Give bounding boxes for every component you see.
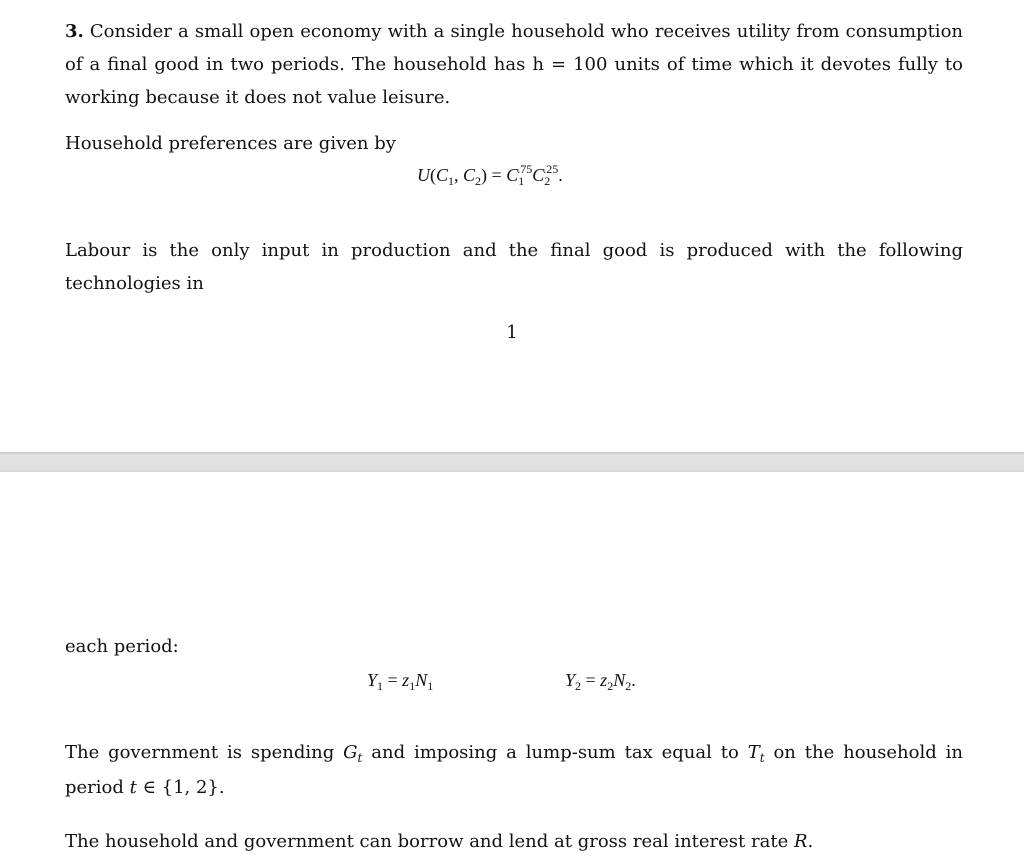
page-separator xyxy=(0,452,1024,472)
production-equation-period-1: $Y_1 = z_1N_1$ xyxy=(367,670,434,693)
document-page-2 xyxy=(0,472,1024,868)
each-period-text: each period: xyxy=(65,636,179,657)
government-paragraph: The government is spending $G_t$ and imposing a lump-sum tax equal to $T_t$ on the household in period t ∈ {1, 2}. xyxy=(65,742,963,798)
page-number: 1 xyxy=(506,322,518,343)
problem-number: 3. xyxy=(65,21,84,42)
utility-equation: $U(C_1$, $C_2) = C_1^{.75}C_2^{.25}$. xyxy=(417,162,563,188)
labour-paragraph: Labour is the only input in production and the final good is produced with the following technologies in xyxy=(65,240,963,294)
preferences-lead: Household preferences are given by xyxy=(65,133,396,154)
problem-intro-paragraph xyxy=(65,15,963,114)
problem-intro-text: Consider a small open economy with a single household who receives utility from consumption of a final good in two periods. The household has h = 100 units of time which it devotes fully to working because it does not value leisure. xyxy=(65,21,963,108)
borrowing-paragraph: The household and government can borrow and lend at gross real interest rate R. xyxy=(65,831,814,852)
production-equation-period-2: $Y_2 = z_2N_2$. xyxy=(565,670,636,693)
